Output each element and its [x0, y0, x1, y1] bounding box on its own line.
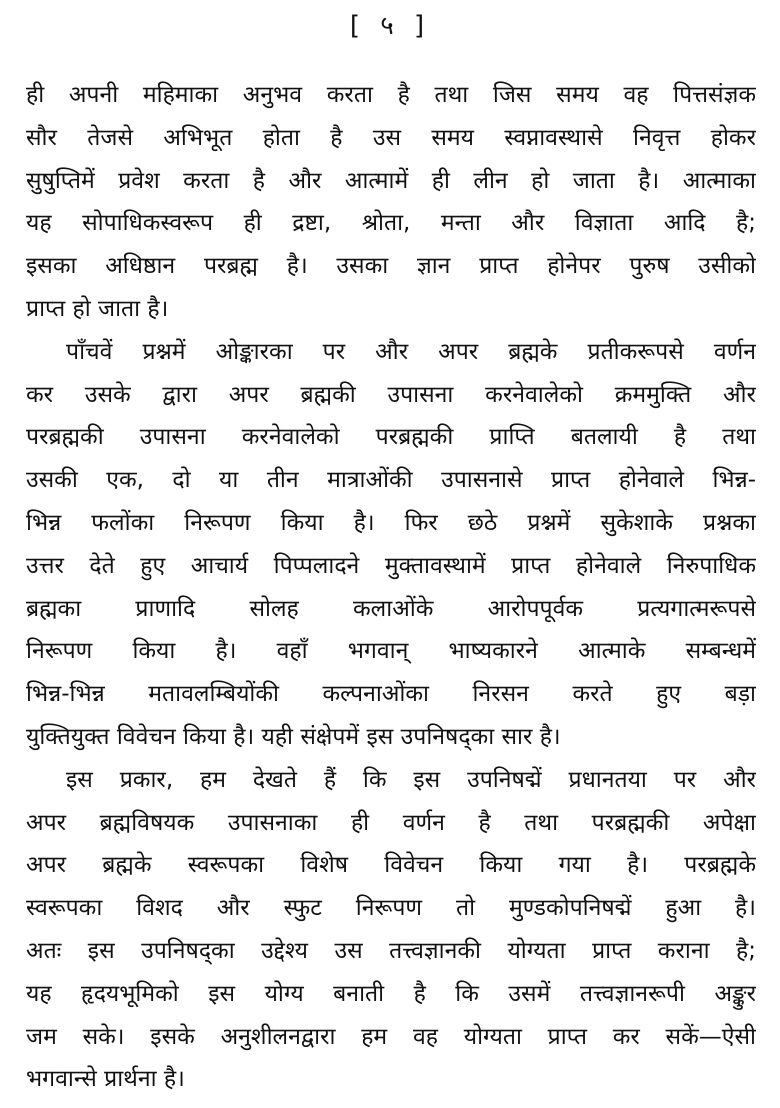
text-line: प्राप्त हो जाता है।	[26, 295, 169, 322]
text-line: कर उसके द्वारा अपर ब्रह्मकी उपासना करनेवालेको क्रममुक्ति और	[26, 381, 756, 408]
text-line: उसकी एक, दो या तीन मात्राओंकी उपासनासे प्राप्त होनेवाले भिन्न-	[26, 467, 756, 494]
text-line: भगवान्से प्रार्थना है।	[26, 1066, 185, 1093]
page-body	[26, 74, 756, 1101]
text-line: उत्तर देते हुए आचार्य पिप्पलादने मुक्तावस्थामें प्राप्त होनेवाले निरुपाधिक	[26, 552, 756, 579]
text-line: सुषुप्तिमें प्रवेश करता है और आत्मामें ही लीन हो जाता है। आत्माका	[26, 167, 756, 194]
text-line: सौर तेजसे अभिभूत होता है उस समय स्वप्नावस्थासे निवृत्त होकर	[26, 124, 756, 151]
text-line: भिन्न फलोंका निरूपण किया है। फिर छठे प्रश्नमें सुकेशाके प्रश्नका	[26, 509, 756, 536]
text-line: यह सोपाधिकस्वरूप ही द्रष्टा, श्रोता, मन्ता और विज्ञाता आदि है;	[26, 210, 756, 237]
text-line: स्वरूपका विशद और स्फुट निरूपण तो मुण्डकोपनिषद्में हुआ है।	[26, 895, 756, 922]
text-line: निरूपण किया है। वहाँ भगवान् भाष्यकारने आत्माके सम्बन्धमें	[26, 638, 756, 665]
text-line: भिन्न-भिन्न मतावलम्बियोंकी कल्पनाओंका निरसन करते हुए बड़ा	[26, 681, 756, 708]
text-line: अतः इस उपनिषद्का उद्देश्य उस तत्त्वज्ञानकी योग्यता प्राप्त कराना है;	[26, 937, 756, 964]
text-line: अपर ब्रह्मके स्वरूपका विशेष विवेचन किया गया है। परब्रह्मके	[26, 852, 756, 879]
text-line: इसका अधिष्ठान परब्रह्म है। उसका ज्ञान प्राप्त होनेपर पुरुष उसीको	[26, 253, 756, 280]
text-line: अपर ब्रह्मविषयक उपासनाका ही वर्णन है तथा परब्रह्मकी अपेक्षा	[26, 809, 756, 836]
text-line: जम सके। इसके अनुशीलनद्वारा हम वह योग्यता प्राप्त कर सकें—ऐसी	[26, 1023, 756, 1050]
text-line: ही अपनी महिमाका अनुभव करता है तथा जिस समय वह पित्तसंज्ञक	[26, 82, 756, 108]
paragraph-start-line: पाँचवें प्रश्नमें ओङ्कारका पर और अपर ब्रह्मके प्रतीकरूपसे वर्णन	[66, 338, 756, 365]
text-line: युक्तियुक्त विवेचन किया है। यही संक्षेपमें इस उपनिषद्का सार है।	[26, 723, 561, 750]
page-number: [ ५ ]	[349, 11, 431, 41]
text-line: ब्रह्मका प्राणादि सोलह कलाओंके आरोपपूर्वक प्रत्यगात्मरूपसे	[26, 595, 756, 622]
text-line: यह हृदयभूमिको इस योग्य बनाती है कि उसमें तत्त्वज्ञानरूपी अङ्कुर	[26, 980, 756, 1007]
text-line: परब्रह्मकी उपासना करनेवालेको परब्रह्मकी प्राप्ति बतलायी है तथा	[26, 424, 756, 451]
paragraph-start-line: इस प्रकार, हम देखते हैं कि इस उपनिषद्में प्रधानतया पर और	[66, 766, 756, 793]
